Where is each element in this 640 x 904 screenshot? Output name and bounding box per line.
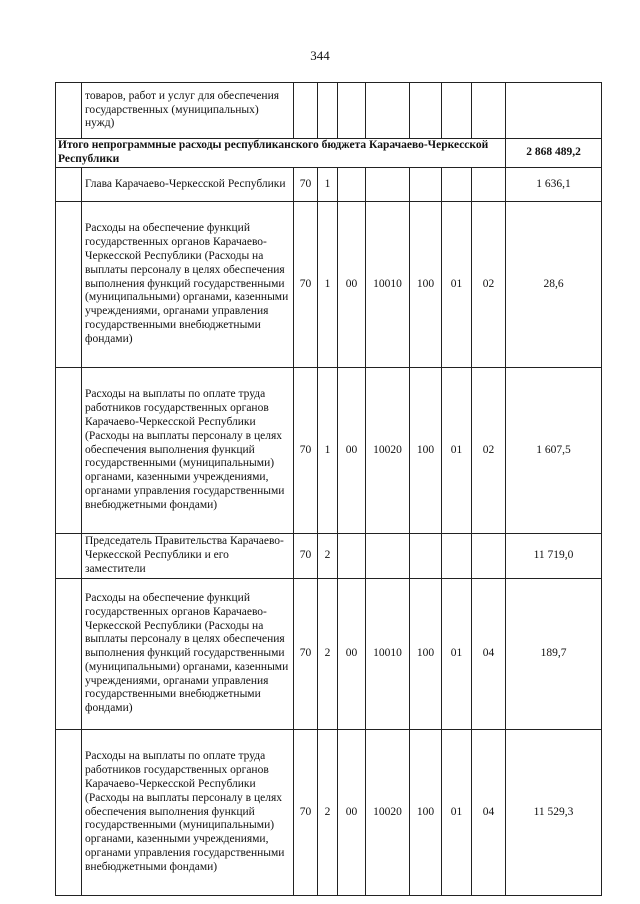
code-cell-c5 <box>410 168 442 202</box>
code-cell-c3: 00 <box>338 368 366 534</box>
table-row <box>56 579 602 730</box>
index-cell <box>56 83 82 139</box>
description-cell: Расходы на выплаты по оплате труда работников государственных органов Карачаево-Черкесской Республики (Расходы на выплаты персоналу в целях обеспечения выполнения функций государственными (муниципальными) органами, казенными учреждениями, органами управления государственными внебюджетными фондами) <box>82 730 294 896</box>
code-cell-c5: 100 <box>410 202 442 368</box>
code-cell-c5 <box>410 534 442 579</box>
code-cell-c7: 04 <box>472 730 506 896</box>
code-cell-c4 <box>366 83 410 139</box>
total-row <box>56 139 602 168</box>
code-cell-c3: 00 <box>338 579 366 730</box>
code-cell-c4 <box>366 534 410 579</box>
index-cell <box>56 579 82 730</box>
code-cell-c2: 2 <box>318 730 338 896</box>
code-cell-c1: 70 <box>294 368 318 534</box>
code-cell-c6: 01 <box>442 368 472 534</box>
code-cell-c7: 02 <box>472 202 506 368</box>
total-amount: 2 868 489,2 <box>506 139 602 168</box>
amount-cell <box>506 83 602 139</box>
code-cell-c1 <box>294 83 318 139</box>
budget-table <box>55 82 602 896</box>
code-cell-c5: 100 <box>410 579 442 730</box>
index-cell <box>56 168 82 202</box>
code-cell-c4 <box>366 168 410 202</box>
index-cell <box>56 368 82 534</box>
table-row <box>56 730 602 896</box>
code-cell-c6: 01 <box>442 730 472 896</box>
amount-cell: 1 607,5 <box>506 368 602 534</box>
amount-cell: 28,6 <box>506 202 602 368</box>
total-label: Итого непрограммные расходы республиканского бюджета Карачаево-Черкесской Республики <box>56 139 506 168</box>
code-cell-c3 <box>338 83 366 139</box>
amount-cell: 11 529,3 <box>506 730 602 896</box>
description-cell: Председатель Правительства Карачаево-Черкесской Республики и его заместители <box>82 534 294 579</box>
index-cell <box>56 730 82 896</box>
code-cell-c7 <box>472 83 506 139</box>
code-cell-c3 <box>338 534 366 579</box>
code-cell-c7: 04 <box>472 579 506 730</box>
code-cell-c6 <box>442 534 472 579</box>
code-cell-c6 <box>442 83 472 139</box>
code-cell-c1: 70 <box>294 579 318 730</box>
amount-cell: 1 636,1 <box>506 168 602 202</box>
code-cell-c6: 01 <box>442 579 472 730</box>
code-cell-c7 <box>472 534 506 579</box>
code-cell-c5: 100 <box>410 368 442 534</box>
table-row <box>56 168 602 202</box>
table-row <box>56 83 602 139</box>
description-cell: Расходы на выплаты по оплате труда работников государственных органов Карачаево-Черкесской Республики (Расходы на выплаты персоналу в целях обеспечения выполнения функций государственными (муниципальными) органами, казенными учреждениями, органами управления государственными внебюджетными фондами) <box>82 368 294 534</box>
description-cell: Расходы на обеспечение функций государственных органов Карачаево-Черкесской Республики (Расходы на выплаты персоналу в целях обеспечения выполнения функций государственными (муниципальными) органами, казенными учреждениями, органами управления государственными внебюджетными фондами) <box>82 579 294 730</box>
amount-cell: 11 719,0 <box>506 534 602 579</box>
code-cell-c3: 00 <box>338 730 366 896</box>
code-cell-c4: 10020 <box>366 730 410 896</box>
code-cell-c1: 70 <box>294 168 318 202</box>
description-cell: товаров, работ и услуг для обеспечения государственных (муниципальных) нужд) <box>82 83 294 139</box>
code-cell-c2: 2 <box>318 534 338 579</box>
code-cell-c2: 2 <box>318 579 338 730</box>
table-row <box>56 202 602 368</box>
page-number: 344 <box>310 48 330 63</box>
code-cell-c2: 1 <box>318 368 338 534</box>
code-cell-c2 <box>318 83 338 139</box>
code-cell-c5: 100 <box>410 730 442 896</box>
description-cell: Расходы на обеспечение функций государственных органов Карачаево-Черкесской Республики (Расходы на выплаты персоналу в целях обеспечения выполнения функций государственными (муниципальными) органами, казенными учреждениями, органами управления государственными внебюджетными фондами) <box>82 202 294 368</box>
code-cell-c2: 1 <box>318 168 338 202</box>
code-cell-c3: 00 <box>338 202 366 368</box>
description-cell: Глава Карачаево-Черкесской Республики <box>82 168 294 202</box>
code-cell-c5 <box>410 83 442 139</box>
code-cell-c1: 70 <box>294 730 318 896</box>
index-cell <box>56 202 82 368</box>
code-cell-c3 <box>338 168 366 202</box>
table-row <box>56 368 602 534</box>
code-cell-c4: 10010 <box>366 579 410 730</box>
code-cell-c6: 01 <box>442 202 472 368</box>
code-cell-c1: 70 <box>294 534 318 579</box>
amount-cell: 189,7 <box>506 579 602 730</box>
index-cell <box>56 534 82 579</box>
code-cell-c6 <box>442 168 472 202</box>
code-cell-c4: 10020 <box>366 368 410 534</box>
code-cell-c7 <box>472 168 506 202</box>
table-row <box>56 534 602 579</box>
code-cell-c2: 1 <box>318 202 338 368</box>
code-cell-c4: 10010 <box>366 202 410 368</box>
code-cell-c1: 70 <box>294 202 318 368</box>
budget-table-body <box>56 83 602 896</box>
code-cell-c7: 02 <box>472 368 506 534</box>
